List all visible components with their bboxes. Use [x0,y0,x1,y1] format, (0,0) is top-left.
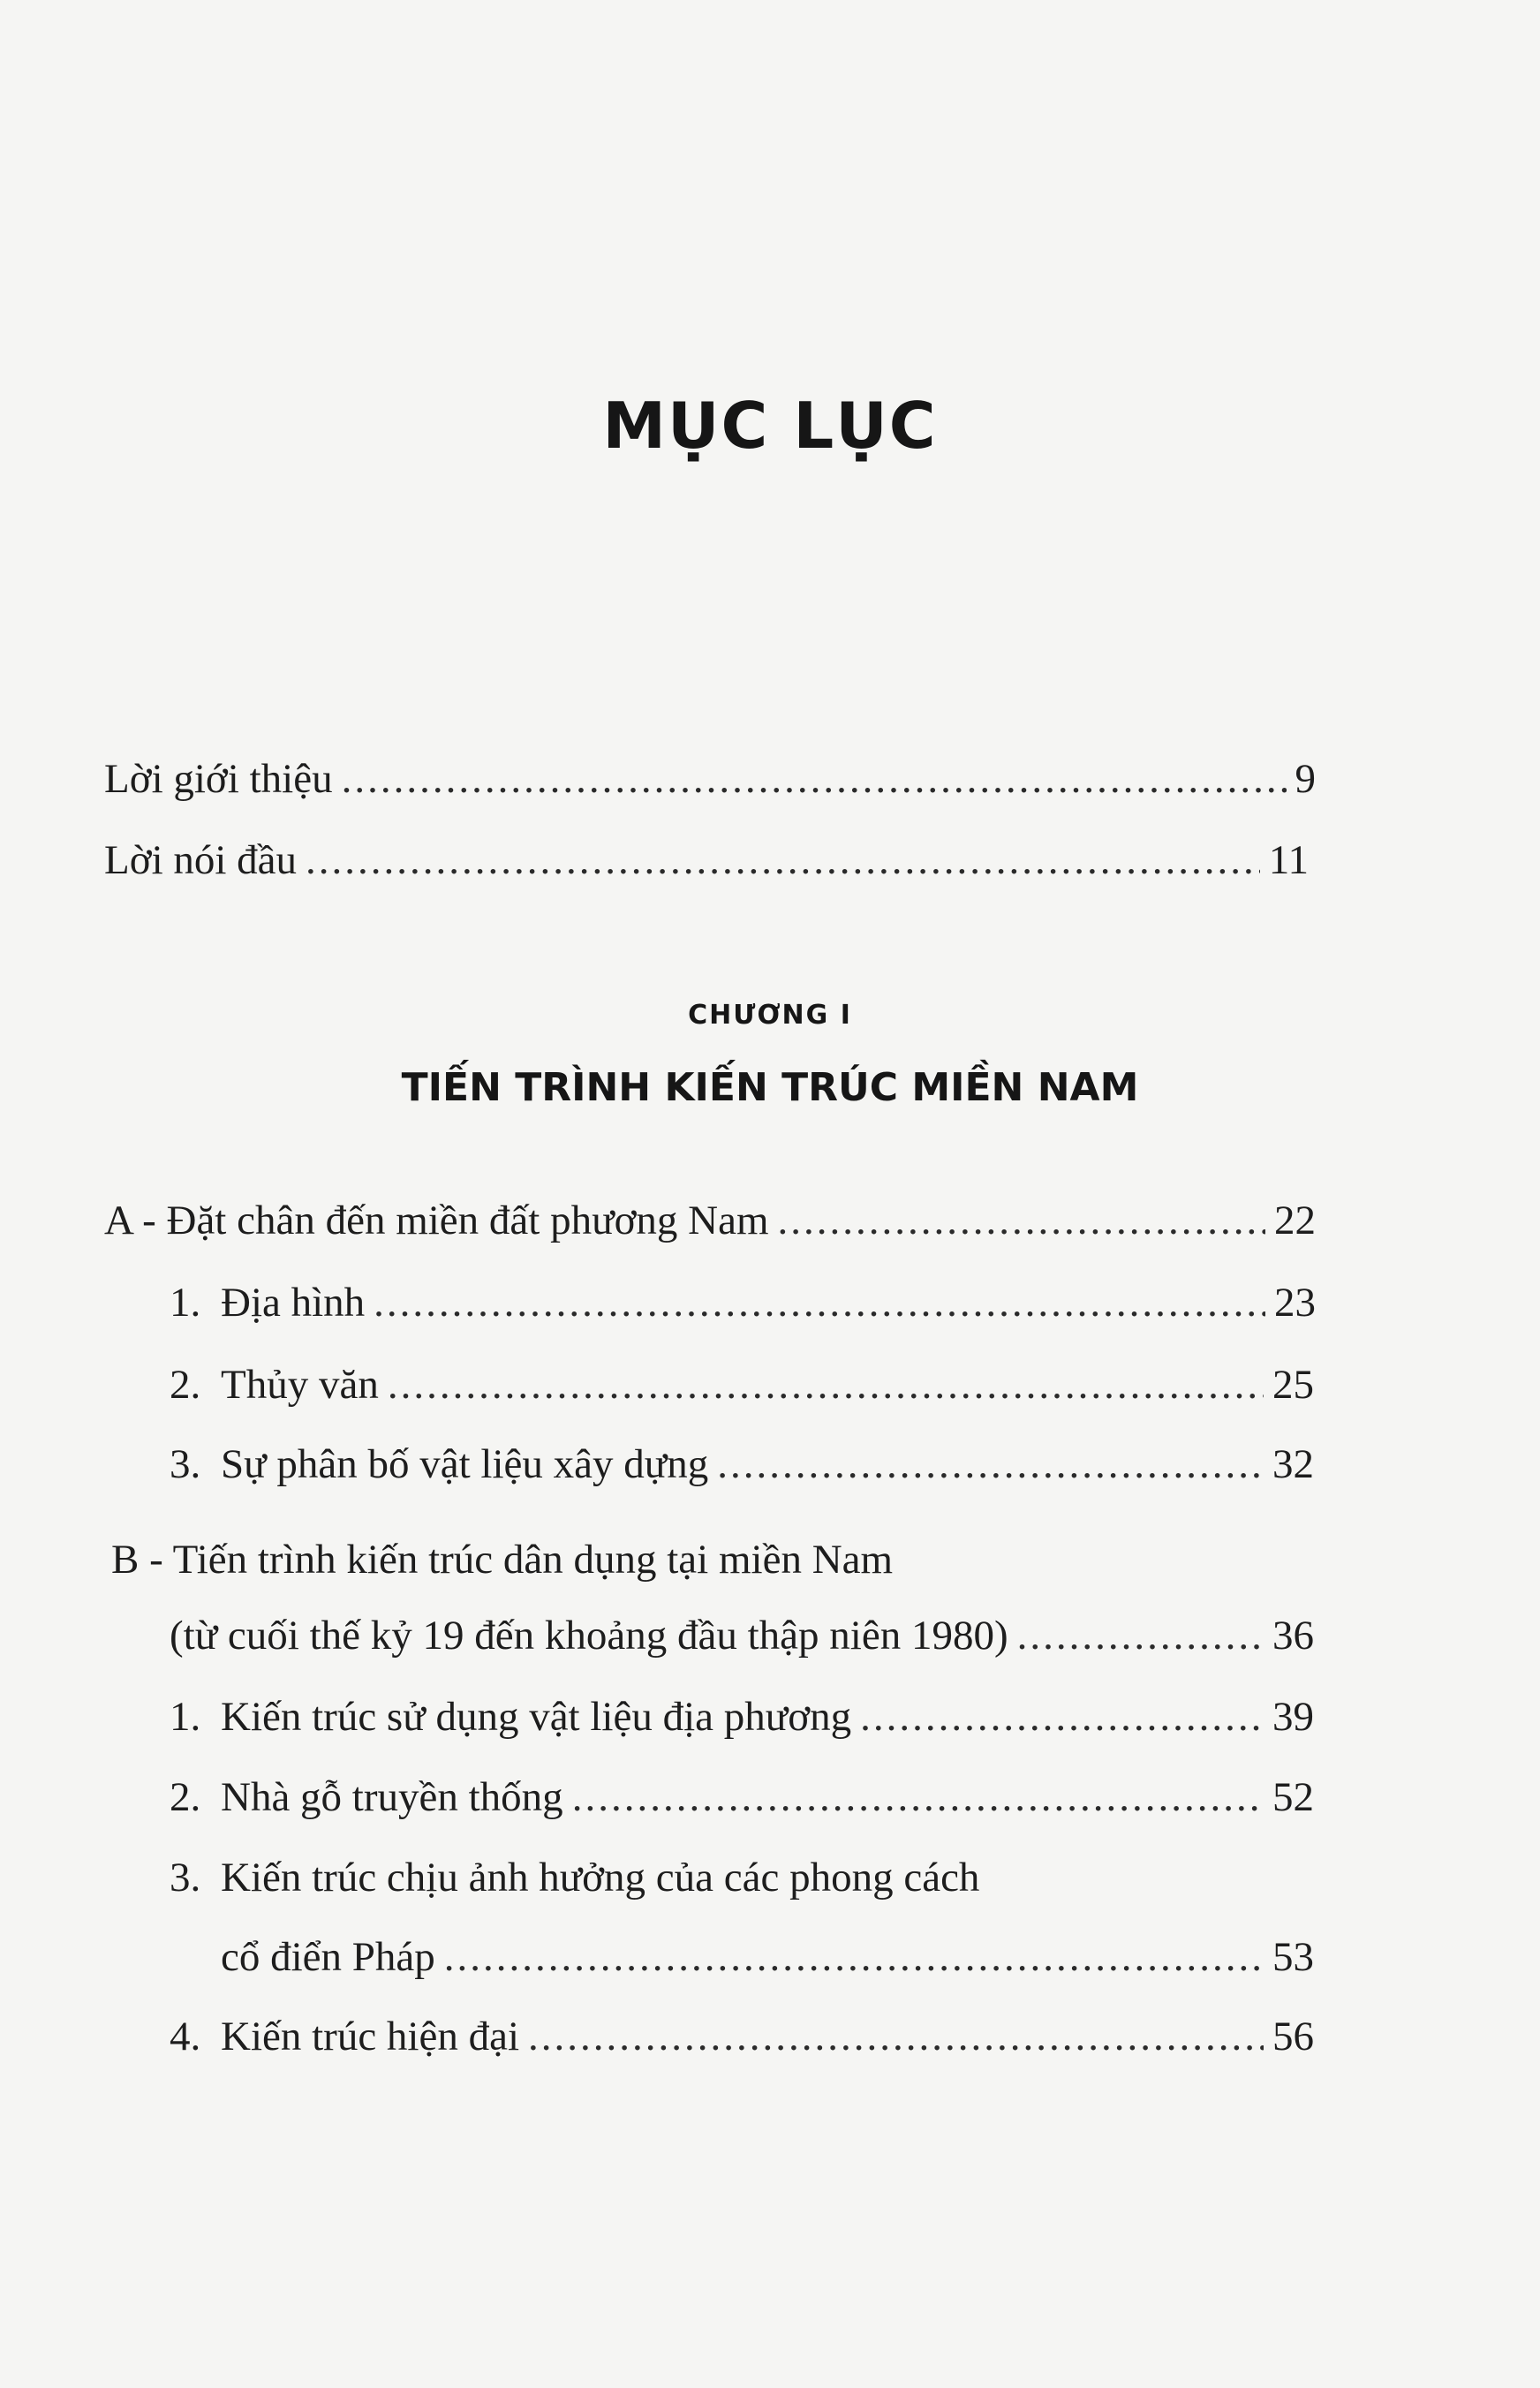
toc-entry-number: 3. [170,1441,201,1487]
toc-entry-number: 2. [170,1362,201,1408]
toc-section-a[interactable] [104,1194,1316,1247]
dot-leader [444,1931,1264,1984]
toc-entry-label: Sự phân bố vật liệu xây dựng [221,1441,709,1487]
toc-entry-label: (từ cuối thế kỷ 19 đến khoảng đầu thập niên 1980) [170,1613,1008,1659]
toc-entry-page: 52 [1272,1774,1314,1820]
toc-entry-label: Kiến trúc sử dụng vật liệu địa phương [221,1694,852,1740]
dot-leader [717,1438,1264,1491]
toc-entry-b1[interactable] [170,1690,1314,1743]
dot-leader [778,1194,1265,1247]
dot-leader [572,1771,1264,1824]
toc-entry-page: 9 [1295,756,1316,802]
toc-section-b-label[interactable]: B - Tiến trình kiến trúc dân dụng tại miền Nam [111,1537,894,1583]
toc-entry-page: 11 [1268,837,1309,883]
toc-entry-a3[interactable] [170,1438,1314,1491]
toc-entry-page: 56 [1272,2014,1314,2059]
toc-entry-label: Nhà gỗ truyền thống [221,1774,563,1820]
chapter-title: TIẾN TRÌNH KIẾN TRÚC MIỀN NAM [401,1065,1139,1110]
dot-leader [342,752,1287,805]
toc-section-b[interactable] [170,1609,1314,1662]
toc-entry-b3-label[interactable] [170,1851,979,1904]
toc-entry-label: Lời giới thiệu [104,756,333,802]
toc-entry-a2[interactable] [170,1358,1314,1411]
toc-entry-label: A - Đặt chân đến miền đất phương Nam [104,1198,769,1243]
toc-entry-label: Kiến trúc hiện đại [221,2014,520,2059]
toc-entry-noi-dau[interactable] [104,834,1309,887]
toc-entry-number: 1. [170,1694,201,1740]
dot-leader [388,1358,1264,1411]
toc-entry-page: 32 [1272,1441,1314,1487]
toc-entry-number: 4. [170,2014,201,2059]
toc-entry-page: 22 [1274,1198,1316,1243]
dot-leader [306,834,1260,887]
toc-entry-a1[interactable] [170,1276,1316,1329]
toc-entry-b2[interactable] [170,1771,1314,1824]
toc-entry-page: 53 [1272,1934,1314,1980]
toc-entry-number: 2. [170,1774,201,1820]
page-title: MỤC LỤC [602,389,938,463]
toc-entry-page: 36 [1272,1613,1314,1659]
toc-entry-label: Kiến trúc chịu ảnh hưởng của các phong cách [221,1855,980,1901]
toc-entry-page: 39 [1272,1694,1314,1740]
toc-entry-gioi-thieu[interactable] [104,752,1316,805]
toc-entry-number: 3. [170,1855,201,1901]
dot-leader [1017,1609,1264,1662]
chapter-label: CHƯƠNG I [688,1000,852,1031]
toc-entry-page: 25 [1272,1362,1314,1408]
dot-leader [860,1690,1264,1743]
toc-entry-label: Lời nói đầu [104,837,298,883]
toc-entry-number: 1. [170,1280,201,1326]
toc-entry-label: cổ điển Pháp [221,1934,435,1980]
dot-leader [374,1276,1265,1329]
toc-entry-b3[interactable] [221,1931,1314,1984]
toc-entry-label: Địa hình [221,1280,366,1326]
toc-entry-page: 23 [1274,1280,1316,1326]
toc-entry-label: Thủy văn [221,1362,379,1408]
dot-leader [528,2010,1264,2063]
toc-entry-b4[interactable] [170,2010,1314,2063]
